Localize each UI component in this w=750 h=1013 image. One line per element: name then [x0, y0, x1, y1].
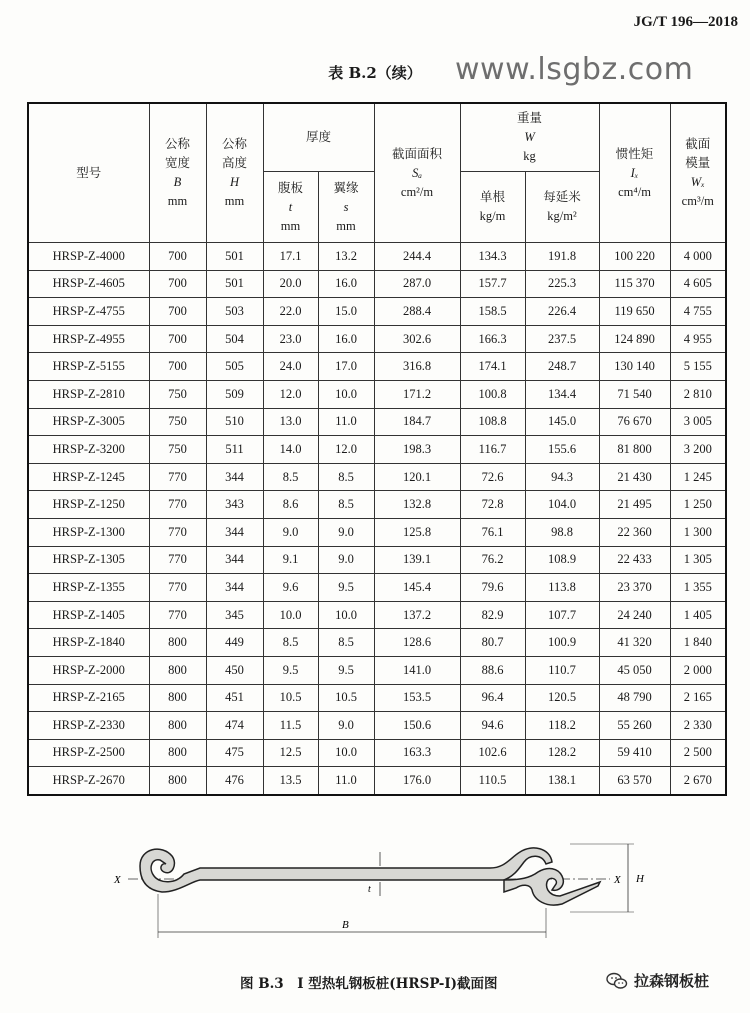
cell-web-thickness: 23.0 [263, 325, 318, 353]
cell-modulus: 4 605 [670, 270, 726, 298]
cell-flange-thickness: 11.0 [318, 767, 374, 795]
cell-inertia: 22 360 [599, 518, 670, 546]
cell-per-m-weight: 98.8 [525, 518, 599, 546]
header-area: 截面面积 Sₐ cm²/m [374, 103, 460, 243]
cell-model: HRSP-Z-1405 [28, 601, 149, 629]
cell-single-weight: 157.7 [460, 270, 525, 298]
cell-model: HRSP-Z-1250 [28, 491, 149, 519]
cell-single-weight: 100.8 [460, 380, 525, 408]
header-height: 公称 高度 H mm [206, 103, 263, 243]
cell-inertia: 59 410 [599, 739, 670, 767]
table-row [28, 243, 726, 271]
cell-modulus: 2 810 [670, 380, 726, 408]
cell-model: HRSP-Z-2165 [28, 684, 149, 712]
cell-web-thickness: 8.5 [263, 629, 318, 657]
cell-area: 128.6 [374, 629, 460, 657]
cell-width: 800 [149, 712, 206, 740]
cell-per-m-weight: 100.9 [525, 629, 599, 657]
header-inertia: 惯性矩 Iₓ cm⁴/m [599, 103, 670, 243]
cell-model: HRSP-Z-4955 [28, 325, 149, 353]
cell-web-thickness: 9.0 [263, 518, 318, 546]
table-row [28, 684, 726, 712]
table-row [28, 380, 726, 408]
cell-per-m-weight: 107.7 [525, 601, 599, 629]
cell-modulus: 4 755 [670, 298, 726, 326]
table-row [28, 463, 726, 491]
cell-inertia: 41 320 [599, 629, 670, 657]
cell-area: 198.3 [374, 436, 460, 464]
cell-height: 344 [206, 546, 263, 574]
cell-inertia: 21 495 [599, 491, 670, 519]
cell-web-thickness: 12.5 [263, 739, 318, 767]
table-row [28, 436, 726, 464]
cell-area: 125.8 [374, 518, 460, 546]
cell-model: HRSP-Z-2670 [28, 767, 149, 795]
cell-flange-thickness: 9.0 [318, 518, 374, 546]
cell-per-m-weight: 145.0 [525, 408, 599, 436]
table-row [28, 270, 726, 298]
cell-area: 145.4 [374, 574, 460, 602]
cell-inertia: 23 370 [599, 574, 670, 602]
cell-web-thickness: 12.0 [263, 380, 318, 408]
cell-web-thickness: 10.0 [263, 601, 318, 629]
section-diagram [100, 822, 660, 962]
figure-caption: 图 B.3 I 型热轧钢板桩(HRSP-I)截面图 [240, 976, 498, 992]
wechat-icon [606, 972, 628, 990]
cell-per-m-weight: 94.3 [525, 463, 599, 491]
cell-modulus: 4 000 [670, 243, 726, 271]
cell-web-thickness: 9.1 [263, 546, 318, 574]
cell-per-m-weight: 118.2 [525, 712, 599, 740]
cell-model: HRSP-Z-1305 [28, 546, 149, 574]
table-row [28, 408, 726, 436]
cell-web-thickness: 22.0 [263, 298, 318, 326]
cell-area: 141.0 [374, 656, 460, 684]
header-per-m: 每延米 kg/m² [525, 172, 599, 243]
cell-single-weight: 72.6 [460, 463, 525, 491]
cell-width: 800 [149, 629, 206, 657]
cell-height: 501 [206, 243, 263, 271]
table-row [28, 325, 726, 353]
cell-area: 176.0 [374, 767, 460, 795]
cell-area: 163.3 [374, 739, 460, 767]
table-title: 表 B.2（续） [328, 64, 422, 82]
cell-modulus: 3 005 [670, 408, 726, 436]
cell-single-weight: 116.7 [460, 436, 525, 464]
cell-height: 449 [206, 629, 263, 657]
cell-single-weight: 76.1 [460, 518, 525, 546]
cell-height: 475 [206, 739, 263, 767]
cell-height: 503 [206, 298, 263, 326]
cell-model: HRSP-Z-1840 [28, 629, 149, 657]
cell-width: 700 [149, 353, 206, 381]
cell-single-weight: 76.2 [460, 546, 525, 574]
cell-single-weight: 82.9 [460, 601, 525, 629]
cell-area: 171.2 [374, 380, 460, 408]
cell-web-thickness: 8.5 [263, 463, 318, 491]
cell-inertia: 48 790 [599, 684, 670, 712]
watermark-url: www.lsgbz.com [455, 52, 694, 87]
cell-height: 504 [206, 325, 263, 353]
cell-inertia: 130 140 [599, 353, 670, 381]
cell-inertia: 100 220 [599, 243, 670, 271]
cell-width: 770 [149, 574, 206, 602]
cell-single-weight: 96.4 [460, 684, 525, 712]
section-profile-shape [140, 848, 552, 892]
cell-model: HRSP-Z-1245 [28, 463, 149, 491]
label-x-right: X [614, 874, 621, 886]
cell-inertia: 24 240 [599, 601, 670, 629]
table-row [28, 491, 726, 519]
cell-modulus: 2 165 [670, 684, 726, 712]
cell-modulus: 1 405 [670, 601, 726, 629]
cell-modulus: 1 245 [670, 463, 726, 491]
cell-web-thickness: 13.0 [263, 408, 318, 436]
cell-area: 316.8 [374, 353, 460, 381]
cell-model: HRSP-Z-3005 [28, 408, 149, 436]
cell-per-m-weight: 225.3 [525, 270, 599, 298]
cell-height: 344 [206, 463, 263, 491]
table-row [28, 656, 726, 684]
cell-per-m-weight: 191.8 [525, 243, 599, 271]
cell-web-thickness: 17.1 [263, 243, 318, 271]
cell-single-weight: 72.8 [460, 491, 525, 519]
cell-single-weight: 158.5 [460, 298, 525, 326]
wechat-badge [606, 970, 709, 991]
cell-flange-thickness: 15.0 [318, 298, 374, 326]
table-row [28, 518, 726, 546]
cell-single-weight: 88.6 [460, 656, 525, 684]
cell-width: 770 [149, 546, 206, 574]
cell-inertia: 22 433 [599, 546, 670, 574]
cell-per-m-weight: 120.5 [525, 684, 599, 712]
cell-per-m-weight: 248.7 [525, 353, 599, 381]
cell-web-thickness: 13.5 [263, 767, 318, 795]
label-x-left: X [114, 874, 121, 886]
cell-flange-thickness: 8.5 [318, 463, 374, 491]
table-row [28, 629, 726, 657]
cell-modulus: 2 500 [670, 739, 726, 767]
cell-inertia: 119 650 [599, 298, 670, 326]
cell-area: 244.4 [374, 243, 460, 271]
cell-modulus: 2 330 [670, 712, 726, 740]
cell-inertia: 124 890 [599, 325, 670, 353]
cell-single-weight: 94.6 [460, 712, 525, 740]
label-h: H [636, 873, 644, 885]
cell-per-m-weight: 104.0 [525, 491, 599, 519]
cell-height: 509 [206, 380, 263, 408]
cell-model: HRSP-Z-1355 [28, 574, 149, 602]
cell-width: 800 [149, 739, 206, 767]
cell-flange-thickness: 9.0 [318, 546, 374, 574]
cell-modulus: 4 955 [670, 325, 726, 353]
wechat-account-name: 拉森钢板桩 [634, 972, 710, 990]
cell-flange-thickness: 10.5 [318, 684, 374, 712]
cell-height: 510 [206, 408, 263, 436]
cell-height: 344 [206, 518, 263, 546]
cell-modulus: 1 305 [670, 546, 726, 574]
cell-width: 800 [149, 656, 206, 684]
cell-inertia: 21 430 [599, 463, 670, 491]
cell-width: 750 [149, 436, 206, 464]
cell-modulus: 3 200 [670, 436, 726, 464]
label-t: t [368, 884, 371, 895]
cell-height: 450 [206, 656, 263, 684]
cell-area: 150.6 [374, 712, 460, 740]
cell-inertia: 76 670 [599, 408, 670, 436]
cell-height: 451 [206, 684, 263, 712]
cell-single-weight: 174.1 [460, 353, 525, 381]
cell-per-m-weight: 226.4 [525, 298, 599, 326]
table-row [28, 739, 726, 767]
cell-web-thickness: 11.5 [263, 712, 318, 740]
cell-area: 153.5 [374, 684, 460, 712]
cell-flange-thickness: 9.5 [318, 574, 374, 602]
cell-web-thickness: 20.0 [263, 270, 318, 298]
table-row [28, 353, 726, 381]
cell-width: 700 [149, 298, 206, 326]
standard-code: JG/T 196—2018 [633, 14, 738, 30]
cell-web-thickness: 10.5 [263, 684, 318, 712]
spec-table-body [28, 243, 726, 795]
cell-width: 770 [149, 518, 206, 546]
cell-width: 700 [149, 325, 206, 353]
cell-model: HRSP-Z-2500 [28, 739, 149, 767]
cell-area: 139.1 [374, 546, 460, 574]
cell-per-m-weight: 113.8 [525, 574, 599, 602]
cell-per-m-weight: 237.5 [525, 325, 599, 353]
cell-single-weight: 102.6 [460, 739, 525, 767]
cell-model: HRSP-Z-2810 [28, 380, 149, 408]
cell-flange-thickness: 16.0 [318, 325, 374, 353]
cell-modulus: 5 155 [670, 353, 726, 381]
cell-area: 132.8 [374, 491, 460, 519]
cell-height: 476 [206, 767, 263, 795]
cell-modulus: 2 000 [670, 656, 726, 684]
cell-web-thickness: 9.5 [263, 656, 318, 684]
cell-single-weight: 80.7 [460, 629, 525, 657]
header-model: 型号 [28, 103, 149, 243]
cell-flange-thickness: 9.0 [318, 712, 374, 740]
cell-inertia: 55 260 [599, 712, 670, 740]
cell-single-weight: 79.6 [460, 574, 525, 602]
cell-height: 345 [206, 601, 263, 629]
header-weight: 重量 W kg [460, 103, 599, 172]
header-modulus: 截面 模量 Wₓ cm³/m [670, 103, 726, 243]
cell-width: 800 [149, 767, 206, 795]
cell-web-thickness: 24.0 [263, 353, 318, 381]
cell-flange-thickness: 10.0 [318, 739, 374, 767]
cell-area: 120.1 [374, 463, 460, 491]
cell-modulus: 2 670 [670, 767, 726, 795]
cell-flange-thickness: 9.5 [318, 656, 374, 684]
cell-width: 700 [149, 243, 206, 271]
cell-height: 344 [206, 574, 263, 602]
cell-width: 750 [149, 380, 206, 408]
cell-model: HRSP-Z-5155 [28, 353, 149, 381]
table-row [28, 601, 726, 629]
cell-model: HRSP-Z-2330 [28, 712, 149, 740]
cell-area: 287.0 [374, 270, 460, 298]
cell-width: 700 [149, 270, 206, 298]
cell-area: 302.6 [374, 325, 460, 353]
header-thickness: 厚度 [263, 103, 374, 172]
cell-width: 800 [149, 684, 206, 712]
header-flange: 翼缘 s mm [318, 172, 374, 243]
cell-per-m-weight: 108.9 [525, 546, 599, 574]
table-row [28, 298, 726, 326]
cell-single-weight: 108.8 [460, 408, 525, 436]
cell-height: 474 [206, 712, 263, 740]
cell-single-weight: 166.3 [460, 325, 525, 353]
cell-model: HRSP-Z-1300 [28, 518, 149, 546]
cell-inertia: 81 800 [599, 436, 670, 464]
cell-height: 511 [206, 436, 263, 464]
cell-flange-thickness: 8.5 [318, 629, 374, 657]
cell-web-thickness: 8.6 [263, 491, 318, 519]
cell-width: 750 [149, 408, 206, 436]
cell-area: 137.2 [374, 601, 460, 629]
cell-width: 770 [149, 491, 206, 519]
spec-table [27, 102, 727, 796]
cell-model: HRSP-Z-4755 [28, 298, 149, 326]
cell-per-m-weight: 134.4 [525, 380, 599, 408]
cell-width: 770 [149, 463, 206, 491]
cell-web-thickness: 9.6 [263, 574, 318, 602]
cell-flange-thickness: 17.0 [318, 353, 374, 381]
cell-per-m-weight: 138.1 [525, 767, 599, 795]
cell-flange-thickness: 8.5 [318, 491, 374, 519]
cell-model: HRSP-Z-4605 [28, 270, 149, 298]
cell-inertia: 45 050 [599, 656, 670, 684]
cell-per-m-weight: 110.7 [525, 656, 599, 684]
cell-flange-thickness: 10.0 [318, 380, 374, 408]
cell-height: 505 [206, 353, 263, 381]
cell-flange-thickness: 11.0 [318, 408, 374, 436]
table-row [28, 574, 726, 602]
cell-per-m-weight: 128.2 [525, 739, 599, 767]
cell-area: 184.7 [374, 408, 460, 436]
cell-web-thickness: 14.0 [263, 436, 318, 464]
cell-height: 501 [206, 270, 263, 298]
table-row [28, 546, 726, 574]
table-row [28, 712, 726, 740]
cell-modulus: 1 250 [670, 491, 726, 519]
cell-inertia: 115 370 [599, 270, 670, 298]
cell-model: HRSP-Z-2000 [28, 656, 149, 684]
header-single: 单根 kg/m [460, 172, 525, 243]
cell-model: HRSP-Z-4000 [28, 243, 149, 271]
cell-single-weight: 110.5 [460, 767, 525, 795]
header-web: 腹板 t mm [263, 172, 318, 243]
table-row [28, 767, 726, 795]
cell-modulus: 1 355 [670, 574, 726, 602]
cell-flange-thickness: 12.0 [318, 436, 374, 464]
cell-flange-thickness: 10.0 [318, 601, 374, 629]
cell-single-weight: 134.3 [460, 243, 525, 271]
cell-height: 343 [206, 491, 263, 519]
cell-flange-thickness: 13.2 [318, 243, 374, 271]
cell-width: 770 [149, 601, 206, 629]
cell-modulus: 1 840 [670, 629, 726, 657]
cell-inertia: 71 540 [599, 380, 670, 408]
cell-inertia: 63 570 [599, 767, 670, 795]
header-width: 公称 宽度 B mm [149, 103, 206, 243]
cell-modulus: 1 300 [670, 518, 726, 546]
cell-model: HRSP-Z-3200 [28, 436, 149, 464]
cell-per-m-weight: 155.6 [525, 436, 599, 464]
cell-area: 288.4 [374, 298, 460, 326]
cell-flange-thickness: 16.0 [318, 270, 374, 298]
label-b: B [342, 919, 349, 931]
section-interlock-right [504, 869, 600, 906]
